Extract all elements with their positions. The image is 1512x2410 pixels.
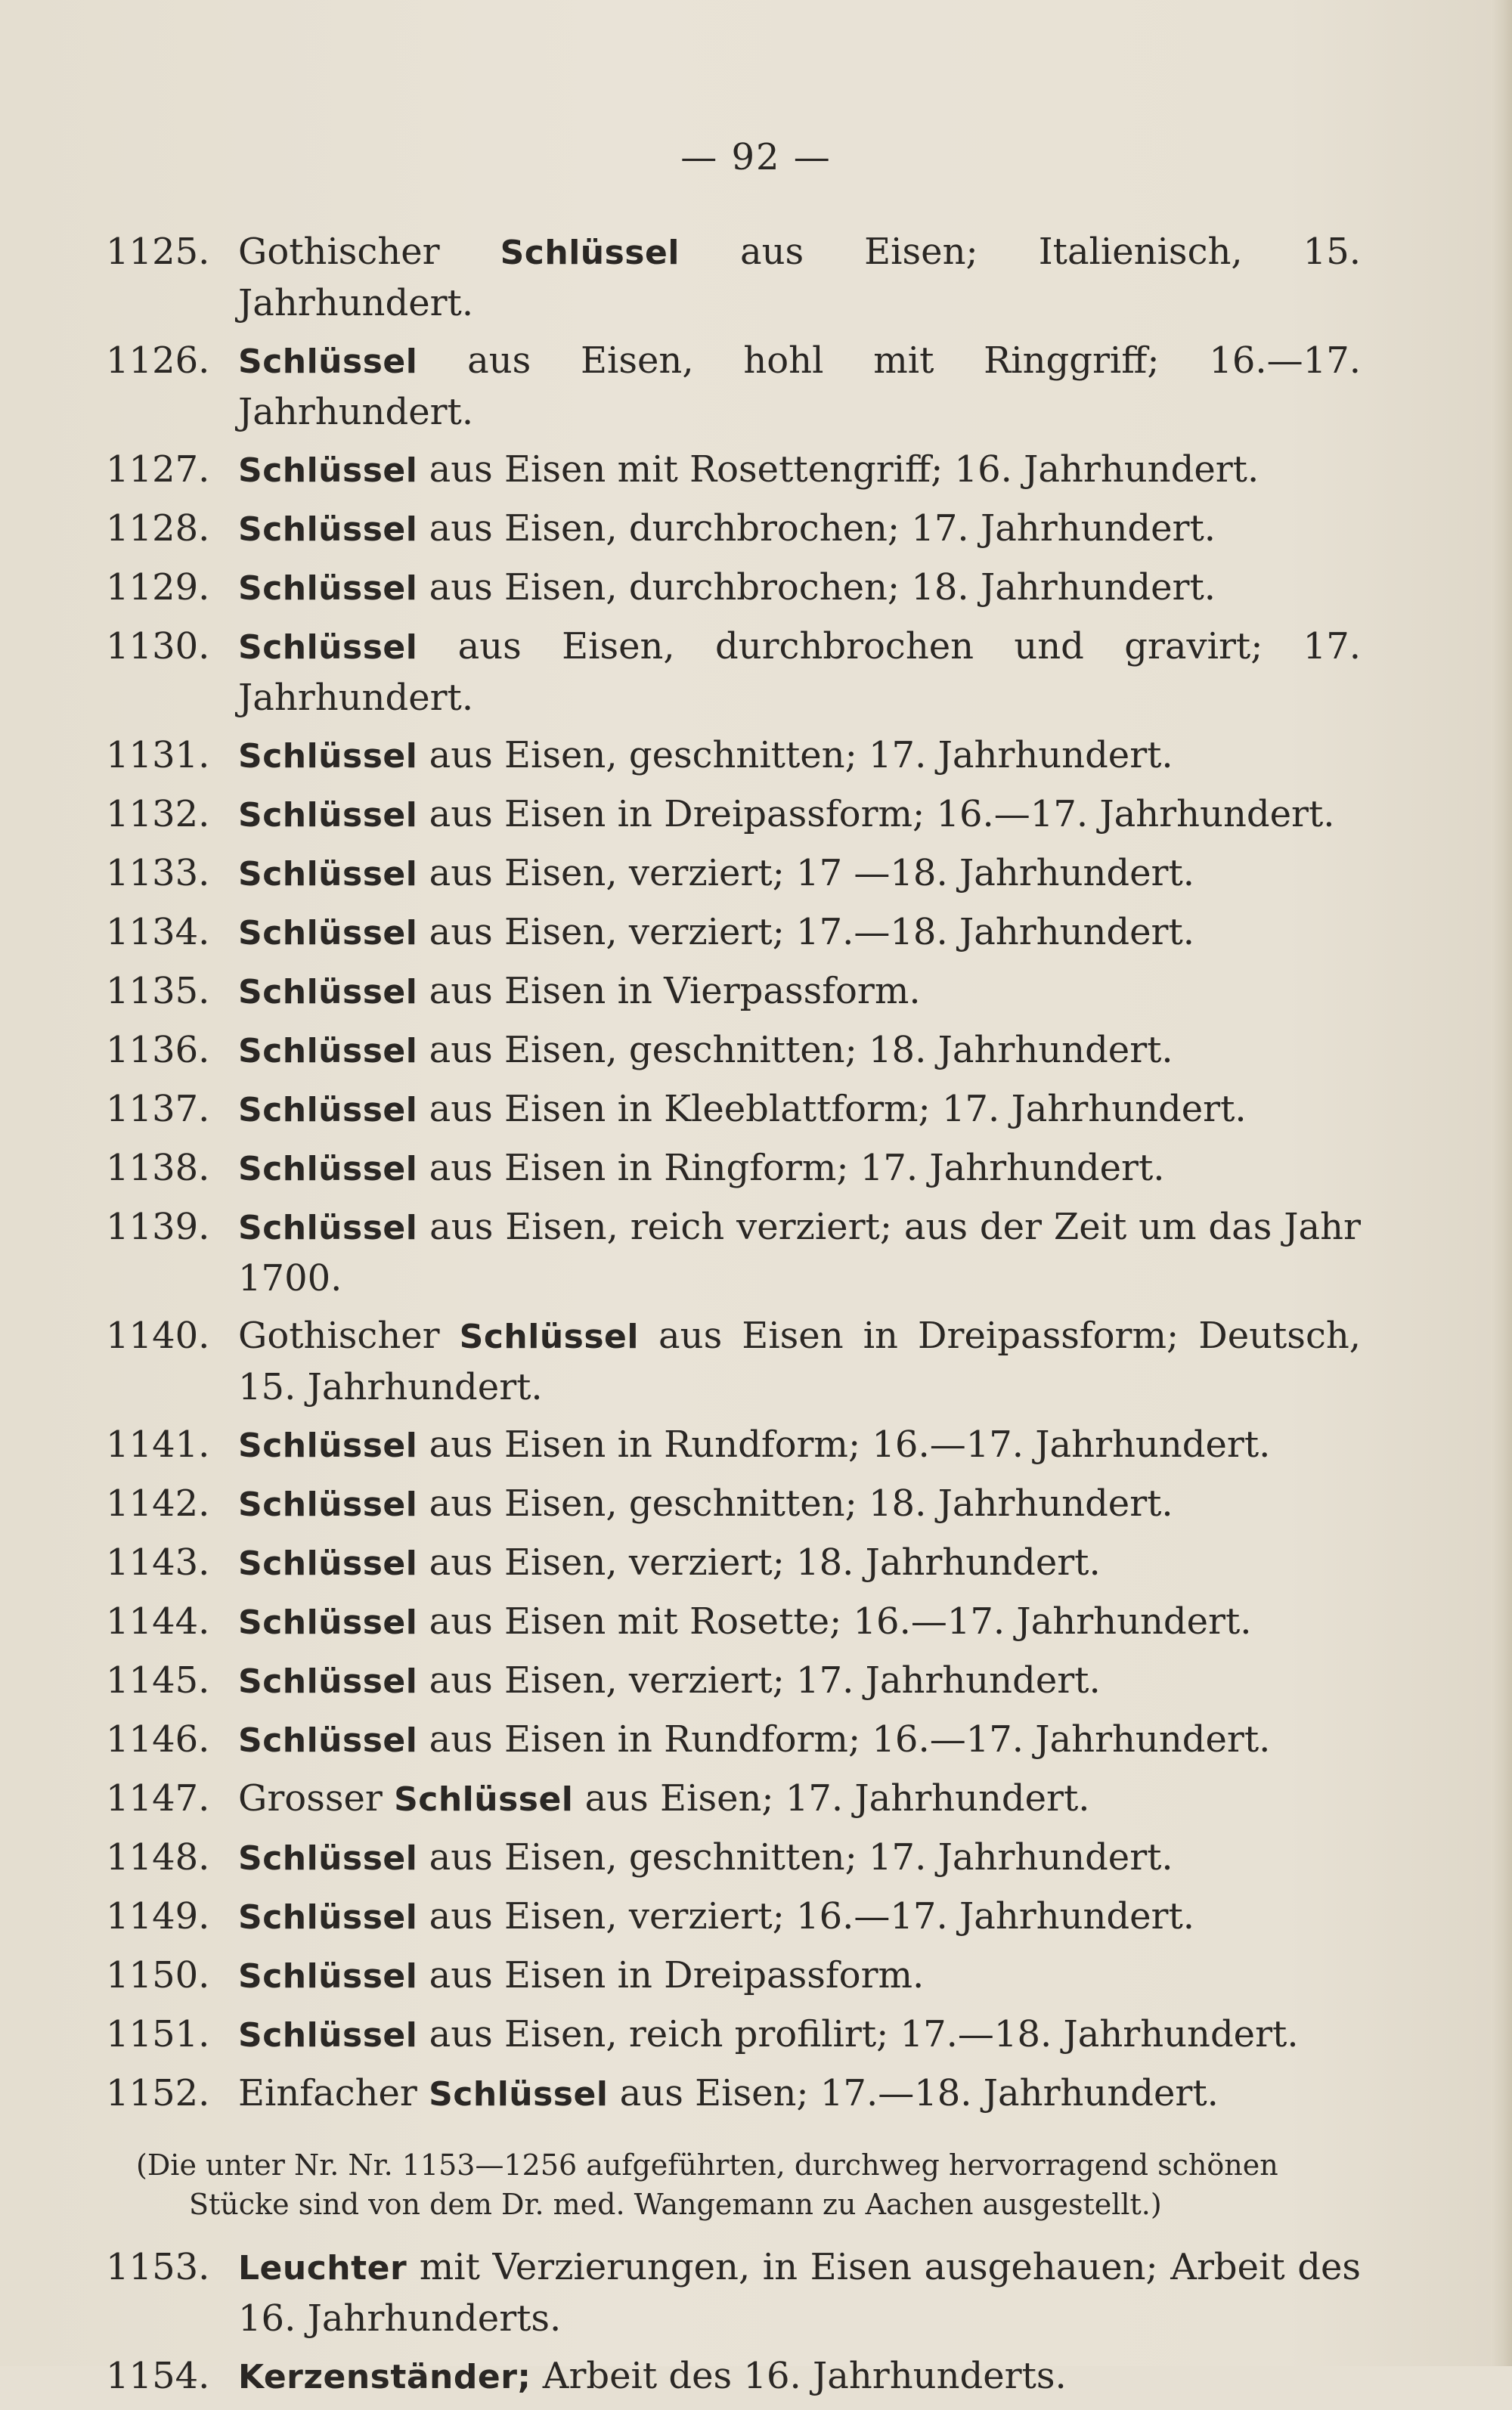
- catalog-entry: [106, 1202, 1361, 1303]
- entry-description: aus Eisen, reich profilirt; 17.—18. Jahrhundert.: [417, 2013, 1299, 2055]
- catalog-entry: [106, 621, 1361, 723]
- entry-number: 1145.: [106, 1659, 210, 1702]
- entry-number: 1127.: [106, 448, 210, 491]
- entry-keyword: Schlüssel: [459, 1318, 639, 1356]
- entry-number: 1149.: [106, 1895, 210, 1938]
- entry-keyword: Schlüssel: [238, 569, 418, 608]
- catalog-entry: [106, 336, 1361, 437]
- entry-description: aus Eisen, verziert; 17. Jahrhundert.: [417, 1659, 1101, 1702]
- catalog-entry: [106, 1832, 1361, 1884]
- entry-number: 1133.: [106, 852, 210, 894]
- entry-text: [238, 1538, 1361, 1589]
- entry-number: 1132.: [106, 793, 210, 835]
- entry-description: aus Eisen mit Rosettengriff; 16. Jahrhundert.: [417, 448, 1259, 491]
- catalog-entry: [106, 1656, 1361, 1707]
- entry-number: 1129.: [106, 566, 210, 609]
- entry-text: [238, 907, 1361, 959]
- catalog-entry: [106, 789, 1361, 841]
- entry-number: 1131.: [106, 734, 210, 776]
- entry-number: 1126.: [106, 339, 210, 382]
- entry-keyword: Schlüssel: [238, 737, 418, 776]
- entry-description: aus Eisen in Dreipassform; Deutsch, 15. Jahrhundert.: [238, 1315, 1361, 1408]
- entry-description: aus Eisen, durchbrochen und gravirt; 17. Jahrhundert.: [238, 625, 1361, 719]
- entry-description: aus Eisen in Kleeblattform; 17. Jahrhundert.: [417, 1088, 1247, 1130]
- entry-number: 1137.: [106, 1088, 210, 1130]
- entry-prefix: Gothischer: [238, 231, 500, 273]
- entry-keyword: Schlüssel: [238, 1032, 418, 1070]
- entry-keyword: Schlüssel: [238, 973, 418, 1011]
- catalog-entry: [106, 1773, 1361, 1825]
- entry-text: [238, 503, 1361, 555]
- entry-text: [238, 336, 1361, 437]
- entry-number: 1154.: [106, 2355, 210, 2397]
- catalog-entry: [106, 445, 1361, 496]
- entry-description: aus Eisen; Italienisch, 15. Jahrhundert.: [238, 231, 1361, 324]
- entry-text: [238, 562, 1361, 614]
- entry-number: 1140.: [106, 1315, 210, 1357]
- catalog-entry: [106, 966, 1361, 1018]
- entry-text: [238, 2009, 1361, 2061]
- entry-text: [238, 2351, 1361, 2402]
- catalog-entry: [106, 2351, 1361, 2402]
- entry-keyword: Schlüssel: [500, 234, 680, 272]
- catalog-entry: [106, 1891, 1361, 1943]
- entry-number: 1128.: [106, 507, 210, 550]
- entry-description: aus Eisen, verziert; 16.—17. Jahrhundert.: [417, 1895, 1195, 1938]
- entry-text: [238, 1832, 1361, 1884]
- entry-text: [238, 1891, 1361, 1943]
- entry-keyword: Schlüssel: [238, 1150, 418, 1188]
- entry-text: [238, 227, 1361, 328]
- entry-keyword: Schlüssel: [238, 1662, 418, 1701]
- catalog-entry: [106, 2068, 1361, 2120]
- entry-keyword: Schlüssel: [394, 1780, 574, 1819]
- entry-number: 1125.: [106, 231, 210, 273]
- entry-number: 1142.: [106, 1482, 210, 1525]
- entry-number: 1148.: [106, 1836, 210, 1879]
- entry-description: aus Eisen in Rundform; 16.—17. Jahrhundert.: [417, 1718, 1271, 1761]
- entry-text: [238, 1311, 1361, 1412]
- entry-number: 1146.: [106, 1718, 210, 1761]
- entry-keyword: Kerzenständer;: [238, 2358, 531, 2396]
- catalog-entry: [106, 1025, 1361, 1076]
- catalog-entry: [106, 1715, 1361, 1766]
- entry-text: [238, 789, 1361, 841]
- entry-keyword: Schlüssel: [238, 855, 418, 894]
- entry-keyword: Schlüssel: [238, 1957, 418, 1996]
- entry-text: [238, 1143, 1361, 1194]
- entry-text: [238, 621, 1361, 723]
- catalog-entry: [106, 730, 1361, 782]
- entry-number: 1136.: [106, 1029, 210, 1071]
- entry-text: [238, 966, 1361, 1018]
- entry-number: 1141.: [106, 1423, 210, 1466]
- entry-description: mit Verzierungen, in Eisen ausgehauen; Arbeit des 16. Jahrhunderts.: [238, 2246, 1361, 2340]
- entry-text: [238, 2242, 1361, 2343]
- entry-keyword: Schlüssel: [238, 1091, 418, 1129]
- catalog-entry: [106, 1420, 1361, 1471]
- exhibitor-note: [106, 2145, 1361, 2224]
- entry-prefix: Einfacher: [238, 2072, 429, 2114]
- entry-number: 1152.: [106, 2072, 210, 2114]
- entry-text: [238, 1084, 1361, 1135]
- page-edge: [1491, 0, 1512, 2366]
- note-line-1: (Die unter Nr. Nr. 1153—1256 aufgeführten, durchweg hervorragend schönen: [136, 2148, 1278, 2182]
- entry-description: aus Eisen, geschnitten; 18. Jahrhundert.: [417, 1482, 1173, 1525]
- entry-number: 1150.: [106, 1954, 210, 1996]
- entry-text: [238, 1656, 1361, 1707]
- entry-text: [238, 2068, 1361, 2120]
- entry-keyword: Schlüssel: [429, 2075, 609, 2114]
- entry-description: aus Eisen, hohl mit Ringgriff; 16.—17. Jahrhundert.: [238, 339, 1361, 433]
- entry-description: aus Eisen, durchbrochen; 18. Jahrhundert.: [417, 566, 1216, 609]
- catalog-entry: [106, 1143, 1361, 1194]
- entry-text: [238, 1025, 1361, 1076]
- entry-keyword: Schlüssel: [238, 1209, 418, 1247]
- catalog-entry: [106, 907, 1361, 959]
- catalog-entry: [106, 503, 1361, 555]
- entry-keyword: Schlüssel: [238, 1721, 418, 1760]
- entry-number: 1130.: [106, 625, 210, 668]
- entry-keyword: Schlüssel: [238, 1603, 418, 1642]
- entry-text: [238, 1202, 1361, 1303]
- entry-keyword: Schlüssel: [238, 1544, 418, 1583]
- entry-keyword: Schlüssel: [238, 1426, 418, 1465]
- entry-description: aus Eisen, geschnitten; 18. Jahrhundert.: [417, 1029, 1173, 1071]
- entry-text: [238, 730, 1361, 782]
- entry-number: 1134.: [106, 911, 210, 953]
- entry-description: aus Eisen in Dreipassform; 16.—17. Jahrhundert.: [417, 793, 1335, 835]
- entry-text: [238, 1420, 1361, 1471]
- entry-keyword: Schlüssel: [238, 796, 418, 835]
- entry-keyword: Leuchter: [238, 2249, 407, 2288]
- entry-description: aus Eisen, durchbrochen; 17. Jahrhundert.: [417, 507, 1216, 550]
- catalog-entry: [106, 1479, 1361, 1530]
- entry-description: aus Eisen, verziert; 17 —18. Jahrhundert.: [417, 852, 1195, 894]
- entry-number: 1153.: [106, 2246, 210, 2288]
- entry-keyword: Schlüssel: [238, 628, 418, 667]
- catalog-entry: [106, 2009, 1361, 2061]
- entry-prefix: Gothischer: [238, 1315, 460, 1357]
- catalog-entry: [106, 1538, 1361, 1589]
- catalog-entry: [106, 1597, 1361, 1648]
- catalog-entry: [106, 848, 1361, 900]
- entry-description: aus Eisen; 17.—18. Jahrhundert.: [608, 2072, 1219, 2114]
- entry-description: Arbeit des 16. Jahrhunderts.: [531, 2355, 1067, 2397]
- entry-description: aus Eisen in Vierpassform.: [417, 970, 921, 1012]
- entry-text: [238, 848, 1361, 900]
- entry-list: [106, 227, 1361, 2410]
- entry-keyword: Schlüssel: [238, 1485, 418, 1524]
- entry-text: [238, 1715, 1361, 1766]
- entry-description: aus Eisen, reich verziert; aus der Zeit um das Jahr 1700.: [238, 1206, 1361, 1299]
- entry-description: aus Eisen in Ringform; 17. Jahrhundert.: [417, 1147, 1165, 1189]
- entry-keyword: Schlüssel: [238, 510, 418, 549]
- page-number: — 92 —: [680, 136, 832, 178]
- entry-keyword: Schlüssel: [238, 1839, 418, 1878]
- entry-description: aus Eisen, geschnitten; 17. Jahrhundert.: [417, 1836, 1173, 1879]
- catalog-entry: [106, 1311, 1361, 1412]
- catalog-entry: [106, 1084, 1361, 1135]
- entry-description: aus Eisen; 17. Jahrhundert.: [573, 1777, 1090, 1820]
- entry-keyword: Schlüssel: [238, 2016, 418, 2055]
- entry-text: [238, 1773, 1361, 1825]
- entry-number: 1135.: [106, 970, 210, 1012]
- entry-number: 1138.: [106, 1147, 210, 1189]
- entry-description: aus Eisen mit Rosette; 16.—17. Jahrhundert.: [417, 1600, 1252, 1643]
- entry-description: aus Eisen, verziert; 18. Jahrhundert.: [417, 1541, 1101, 1584]
- entry-text: [238, 445, 1361, 496]
- catalog-entry: [106, 1950, 1361, 2002]
- catalog-entry: [106, 227, 1361, 328]
- entry-description: aus Eisen, verziert; 17.—18. Jahrhundert.: [417, 911, 1195, 953]
- entry-description: aus Eisen in Dreipassform.: [417, 1954, 925, 1996]
- entry-description: aus Eisen in Rundform; 16.—17. Jahrhundert.: [417, 1423, 1271, 1466]
- entry-number: 1147.: [106, 1777, 210, 1820]
- entry-keyword: Schlüssel: [238, 1898, 418, 1937]
- entry-text: [238, 1950, 1361, 2002]
- entry-keyword: Schlüssel: [238, 451, 418, 490]
- entry-number: 1143.: [106, 1541, 210, 1584]
- catalog-entry: [106, 562, 1361, 614]
- entry-text: [238, 1597, 1361, 1648]
- entry-prefix: Grosser: [238, 1777, 395, 1820]
- entry-keyword: Schlüssel: [238, 914, 418, 953]
- catalog-entry: [106, 2242, 1361, 2343]
- entry-keyword: Schlüssel: [238, 342, 418, 381]
- entry-description: aus Eisen, geschnitten; 17. Jahrhundert.: [417, 734, 1173, 776]
- entry-number: 1144.: [106, 1600, 210, 1643]
- note-line-2: Stücke sind von dem Dr. med. Wangemann zu Aachen ausgestellt.): [189, 2188, 1162, 2221]
- entry-number: 1151.: [106, 2013, 210, 2055]
- entry-text: [238, 1479, 1361, 1530]
- entry-number: 1139.: [106, 1206, 210, 1248]
